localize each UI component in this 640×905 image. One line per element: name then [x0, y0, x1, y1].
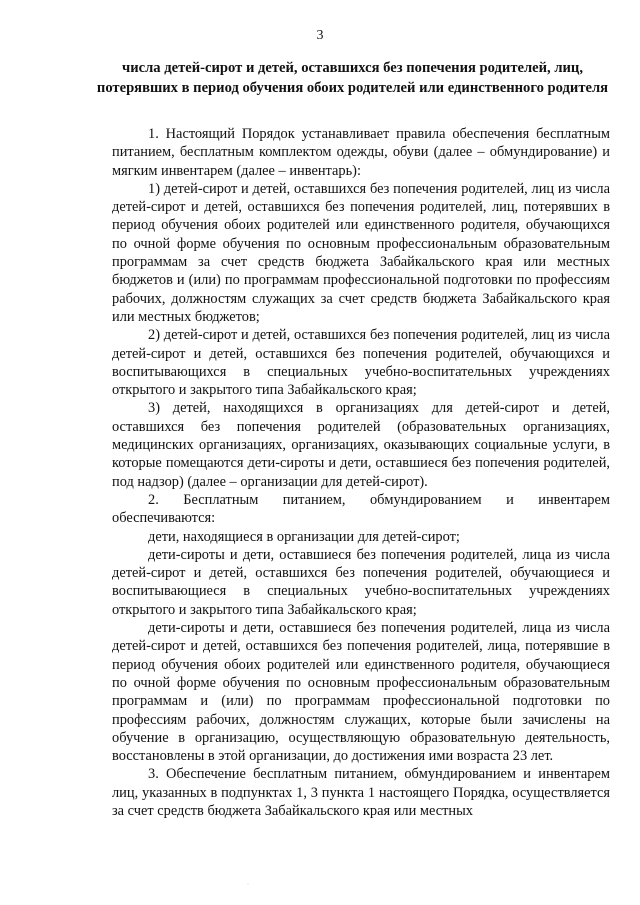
paragraph-1-item-2: 2) детей-сирот и детей, оставшихся без попечения родителей, лиц из числа детей-сирот и детей, оставшихся без попечения родителей, обучающихся и воспитывающихся в специальных учебно-воспитательных учреждениях открытого и закрытого типа Забайкальского края; — [112, 327, 610, 399]
section-heading: числа детей-сирот и детей, оставшихся без попечения родителей, лиц, потерявших в период обучения обоих родителей или единственного родителя — [96, 60, 609, 96]
footer-mark: · — [247, 882, 249, 888]
paragraph-1: 1. Настоящий Порядок устанавливает правила обеспечения бесплатным питанием, бесплатным комплектом одежды, обуви (далее – обмундирование) и мягким инвентарем (далее – инвентарь): — [112, 126, 610, 179]
paragraph-2-item-a: дети, находящиеся в организации для детей-сирот; — [148, 528, 460, 545]
paragraph-2-item-c: дети-сироты и дети, оставшиеся без попечения родителей, лица из числа детей-сирот и детей, оставшихся без попечения родителей, лица, потерявшие в период обучения обоих родителей или единственного родителя, обучающиеся по очной форме обучения по основным профессиональным образовательным программам и (или) по программам профессиональной подготовки по профессиям рабочих, должностям служащих, которые были зачислены на обучение в организацию, осуществляющую образовательную деятельность, восстановлены в этой организации, до достижения ими возраста 23 лет. — [112, 620, 610, 765]
paragraph-2: 2. Бесплатным питанием, обмундированием и инвентарем обеспечиваются: — [112, 491, 610, 527]
paragraph-1-item-1: 1) детей-сирот и детей, оставшихся без попечения родителей, лиц из числа детей-сирот и детей, оставшихся без попечения родителей, лиц, потерявших в период обучения обоих родителей или единственного родителя, обучающихся по очной форме обучения по основным профессиональным образовательным программам за счет средств бюджета Забайкальского края или местных бюджетов и (или) по программам профессиональной подготовки по профессиям рабочих, должностям служащих за счет средств бюджета Забайкальского края или местных бюджетов; — [112, 180, 610, 325]
paragraph-1-item-3: 3) детей, находящихся в организациях для детей-сирот и детей, оставшихся без попечения родителей (образовательных организациях, медицинских организациях, организациях, оказывающих социальные услуги, в которые помещаются дети-сироты и дети, оставшиеся без попечения родителей, под надзор) (далее – организации для детей-сирот). — [112, 400, 610, 490]
page-number: 3 — [316, 28, 324, 43]
paragraph-3: 3. Обеспечение бесплатным питанием, обмундированием и инвентарем лиц, указанных в подпунктах 1, 3 пункта 1 настоящего Порядка, осуществляется за счет средств бюджета Забайкальского края или местных — [112, 766, 610, 819]
paragraph-2-item-b: дети-сироты и дети, оставшиеся без попечения родителей, лица из числа детей-сирот и детей, оставшихся без попечения родителей, обучающиеся и воспитывающиеся в специальных учебно-воспитательных учреждениях открытого и закрытого типа Забайкальского края; — [112, 546, 610, 618]
document-body — [112, 125, 610, 820]
